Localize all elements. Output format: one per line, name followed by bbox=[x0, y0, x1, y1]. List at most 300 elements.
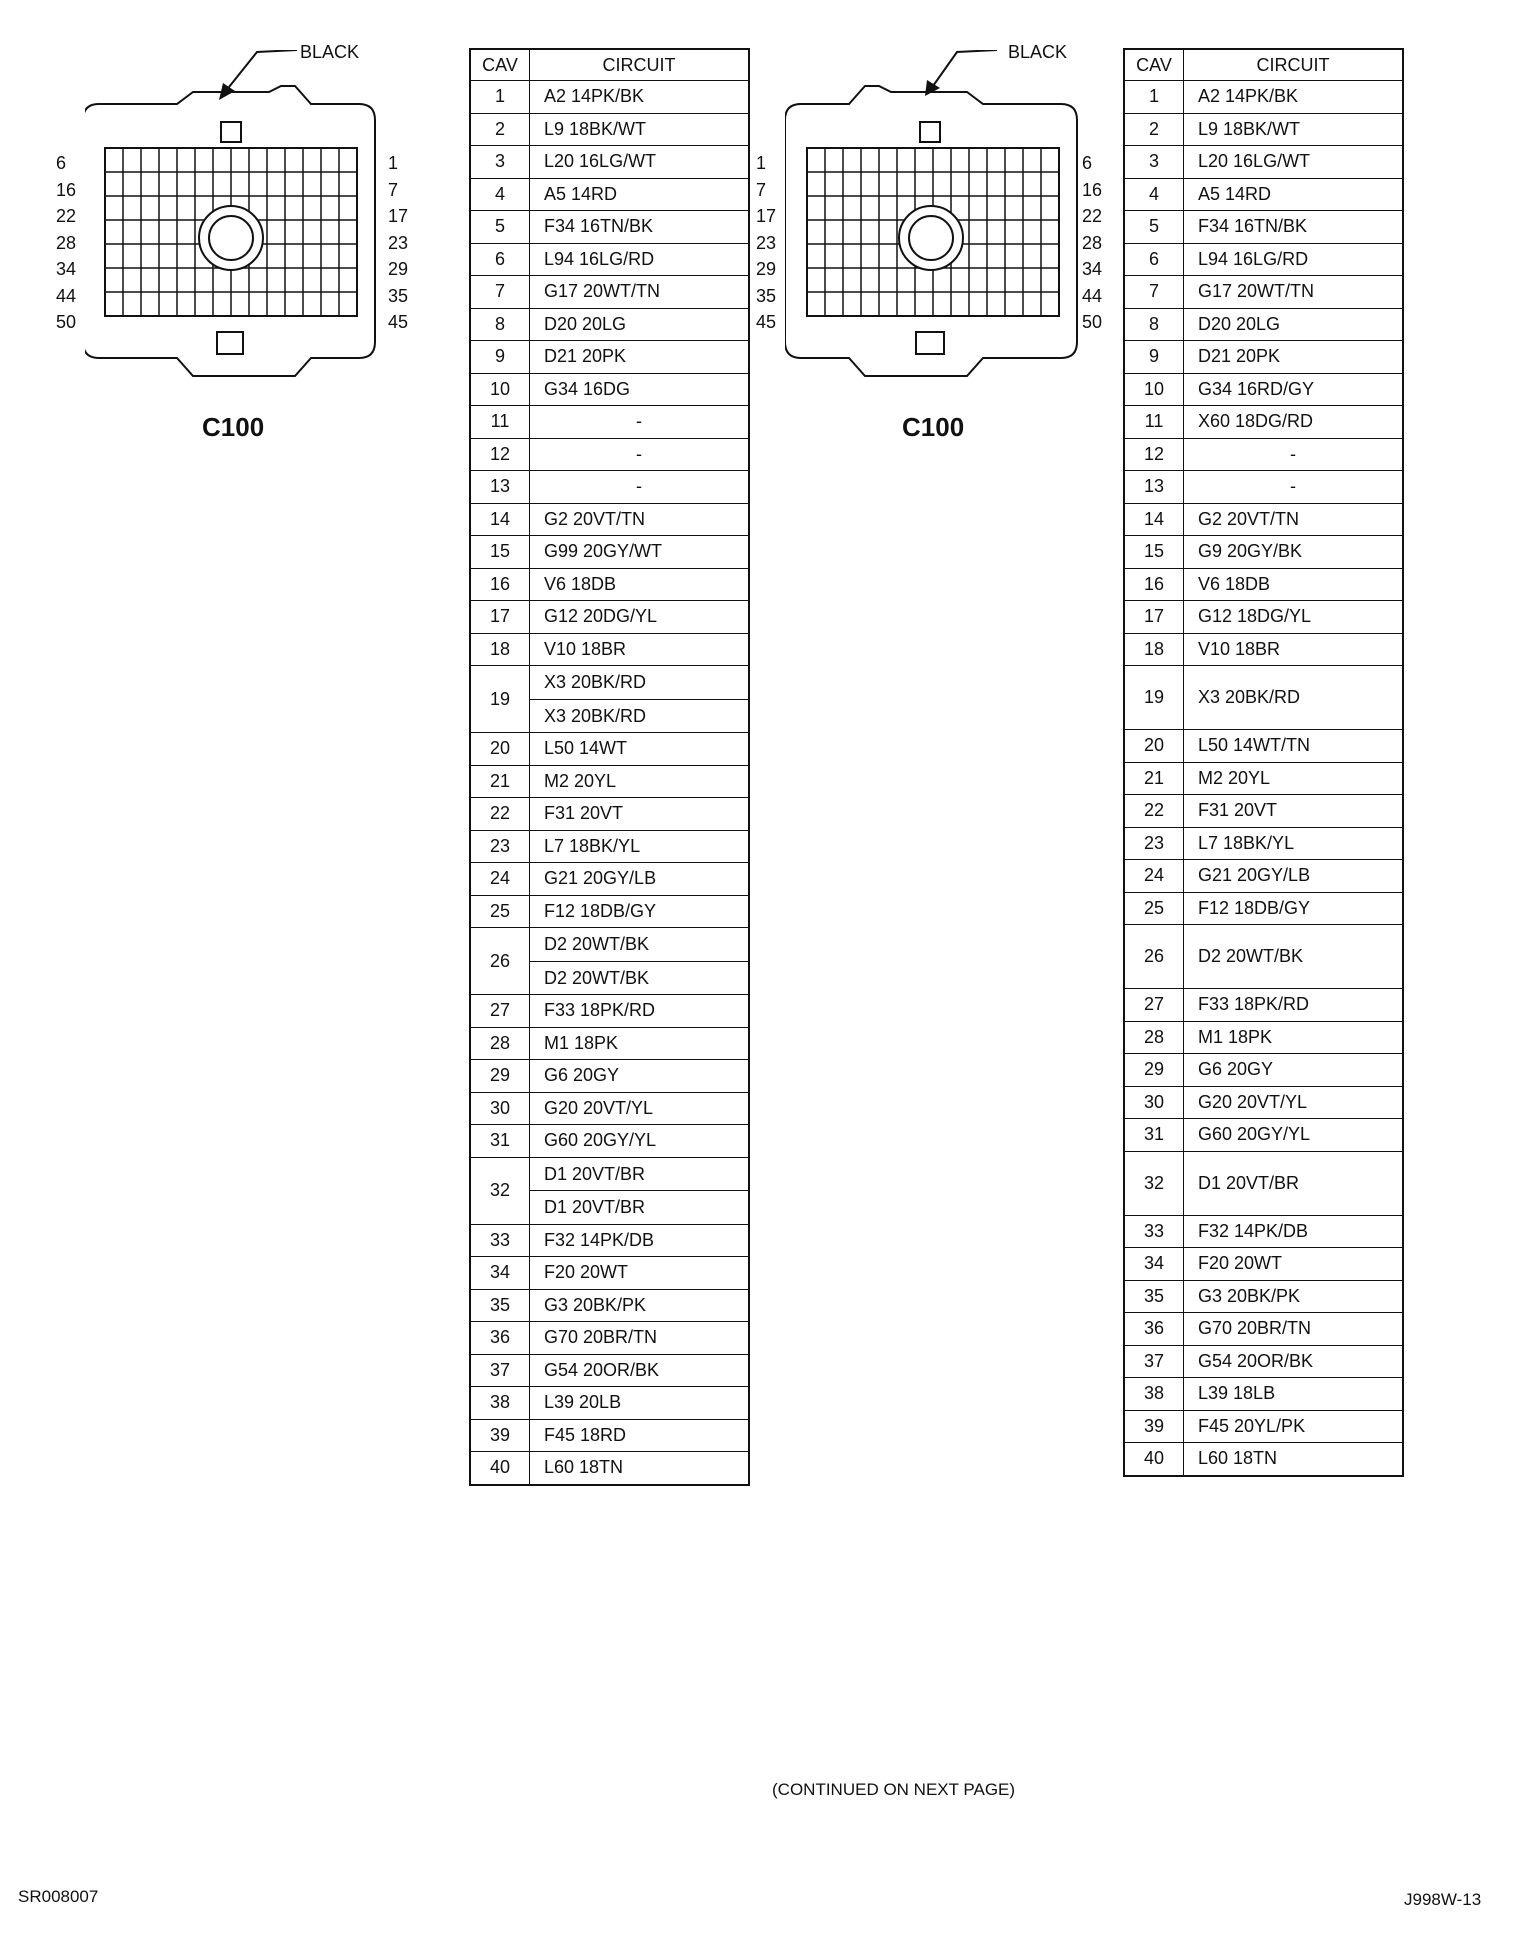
table-row bbox=[470, 178, 749, 211]
cav-number: 31 bbox=[470, 1125, 530, 1158]
pin-number-label: 29 bbox=[756, 259, 777, 279]
pin-number-label: 7 bbox=[756, 179, 767, 200]
table-row bbox=[470, 471, 749, 504]
left-connector-name: C100 bbox=[202, 412, 265, 442]
table-row bbox=[1124, 1248, 1403, 1281]
table-row bbox=[1124, 601, 1403, 634]
cav-number: 18 bbox=[470, 633, 530, 666]
right-connector-name: C100 bbox=[902, 412, 965, 442]
right-bottom-key bbox=[916, 332, 944, 354]
table-header-row bbox=[1124, 49, 1403, 81]
cav-number: 35 bbox=[1124, 1280, 1184, 1313]
cav-header: CAV bbox=[1124, 49, 1184, 81]
circuit-code: L60 18TN bbox=[1184, 1443, 1404, 1476]
pin-number-label: 6 bbox=[56, 153, 67, 173]
circuit-code: L7 18BK/YL bbox=[1184, 827, 1404, 860]
circuit-code: G34 16RD/GY bbox=[1184, 373, 1404, 406]
circuit-code: G70 20BR/TN bbox=[530, 1322, 750, 1355]
cav-number: 1 bbox=[470, 81, 530, 114]
continued-note: (CONTINUED ON NEXT PAGE) bbox=[772, 1780, 1016, 1799]
pin-number-label: 29 bbox=[388, 259, 409, 279]
cav-number: 34 bbox=[470, 1257, 530, 1290]
circuit-code: G3 20BK/PK bbox=[1184, 1280, 1404, 1313]
circuit-code: D1 20VT/BR bbox=[544, 1163, 646, 1184]
cav-number: 1 bbox=[1124, 81, 1184, 114]
circuit-code: L20 16LG/WT bbox=[530, 146, 750, 179]
cav-number: 35 bbox=[470, 1289, 530, 1322]
cav-number: 36 bbox=[1124, 1313, 1184, 1346]
table-row bbox=[470, 733, 749, 766]
table-row bbox=[470, 568, 749, 601]
circuit-code: F31 20VT bbox=[530, 798, 750, 831]
table-row bbox=[1124, 1280, 1403, 1313]
circuit-code: A5 14RD bbox=[530, 178, 750, 211]
circuit-code: L39 20LB bbox=[530, 1387, 750, 1420]
cav-number: 33 bbox=[470, 1224, 530, 1257]
circuit-code: G99 20GY/WT bbox=[530, 536, 750, 569]
pin-number-label: 17 bbox=[756, 206, 777, 226]
circuit-code: G17 20WT/TN bbox=[530, 276, 750, 309]
circuit-code: G9 20GY/BK bbox=[1184, 536, 1404, 569]
table-row bbox=[470, 1322, 749, 1355]
cav-number: 26 bbox=[470, 928, 530, 995]
table-row bbox=[470, 1452, 749, 1485]
circuit-code: F33 18PK/RD bbox=[530, 995, 750, 1028]
table-row bbox=[1124, 762, 1403, 795]
table-row bbox=[1124, 1054, 1403, 1087]
right-color-label: BLACK bbox=[1008, 42, 1068, 62]
circuit-code: L50 14WT bbox=[530, 733, 750, 766]
table-row bbox=[1124, 925, 1403, 989]
left-figure-code: SR008007 bbox=[18, 1887, 99, 1906]
table-header-row bbox=[470, 49, 749, 81]
circuit-code: G12 18DG/YL bbox=[1184, 601, 1404, 634]
cav-number: 2 bbox=[470, 113, 530, 146]
left-cavity-table bbox=[469, 48, 750, 1486]
circuit-code: A2 14PK/BK bbox=[1184, 81, 1404, 114]
circuit-code: - bbox=[530, 471, 750, 504]
cav-number: 29 bbox=[470, 1060, 530, 1093]
table-row bbox=[1124, 406, 1403, 439]
left-pin-numbers-left bbox=[56, 150, 76, 336]
cav-number: 24 bbox=[470, 863, 530, 896]
table-row bbox=[1124, 146, 1403, 179]
pin-number-label: 17 bbox=[388, 206, 409, 226]
table-row bbox=[470, 830, 749, 863]
cav-number: 16 bbox=[470, 568, 530, 601]
pin-number-label: 22 bbox=[1082, 206, 1103, 226]
cav-number: 28 bbox=[470, 1027, 530, 1060]
right-top-key bbox=[920, 122, 940, 142]
table-row bbox=[1124, 827, 1403, 860]
cav-number: 2 bbox=[1124, 113, 1184, 146]
circuit-code: V10 18BR bbox=[530, 633, 750, 666]
cav-number: 25 bbox=[470, 895, 530, 928]
table-row bbox=[470, 1027, 749, 1060]
circuit-code: D2 20WT/BK bbox=[530, 961, 748, 995]
circuit-code: D1 20VT/BR bbox=[530, 1190, 748, 1224]
circuit-code: G2 20VT/TN bbox=[530, 503, 750, 536]
table-row bbox=[470, 373, 749, 406]
table-row bbox=[470, 895, 749, 928]
table-row bbox=[1124, 243, 1403, 276]
cav-number: 11 bbox=[1124, 406, 1184, 439]
circuit-code: D21 20PK bbox=[1184, 341, 1404, 374]
pin-number-label: 16 bbox=[1082, 179, 1103, 200]
right-connector-diagram bbox=[785, 50, 1085, 400]
pin-number-label: 50 bbox=[1082, 312, 1103, 332]
circuit-code: G20 20VT/YL bbox=[1184, 1086, 1404, 1119]
circuit-code: G21 20GY/LB bbox=[1184, 860, 1404, 893]
table-row bbox=[470, 503, 749, 536]
cav-number: 33 bbox=[1124, 1215, 1184, 1248]
left-pin-numbers-right bbox=[388, 150, 408, 336]
cav-header: CAV bbox=[470, 49, 530, 81]
circuit-code: M2 20YL bbox=[1184, 762, 1404, 795]
circuit-code: X3 20BK/RD bbox=[544, 672, 647, 692]
table-row bbox=[1124, 276, 1403, 309]
table-row bbox=[470, 308, 749, 341]
pin-number-label: 44 bbox=[1082, 285, 1103, 306]
cav-number: 25 bbox=[1124, 892, 1184, 925]
table-row bbox=[470, 1060, 749, 1093]
circuit-code: G54 20OR/BK bbox=[1184, 1345, 1404, 1378]
pin-number-label: 1 bbox=[388, 153, 399, 173]
circuit-code: X3 20BK/RD bbox=[1184, 666, 1404, 730]
cav-number: 22 bbox=[1124, 795, 1184, 828]
table-row bbox=[1124, 1215, 1403, 1248]
cav-number: 32 bbox=[470, 1157, 530, 1224]
circuit-code: D1 20VT/BR bbox=[1184, 1151, 1404, 1215]
pin-number-label: 35 bbox=[388, 285, 409, 306]
cav-number: 7 bbox=[1124, 276, 1184, 309]
cav-number: 30 bbox=[1124, 1086, 1184, 1119]
circuit-cell bbox=[530, 1157, 750, 1224]
pin-number-label: 34 bbox=[56, 259, 77, 279]
circuit-cell bbox=[530, 928, 750, 995]
table-row bbox=[1124, 568, 1403, 601]
cav-number: 32 bbox=[1124, 1151, 1184, 1215]
table-row bbox=[1124, 341, 1403, 374]
circuit-code: G3 20BK/PK bbox=[530, 1289, 750, 1322]
right-pin-numbers-left bbox=[756, 150, 776, 336]
cav-number: 10 bbox=[470, 373, 530, 406]
right-leader-line bbox=[933, 50, 997, 86]
table-row bbox=[470, 1125, 749, 1158]
circuit-code: F32 14PK/DB bbox=[1184, 1215, 1404, 1248]
table-row bbox=[1124, 1086, 1403, 1119]
cav-number: 38 bbox=[1124, 1378, 1184, 1411]
circuit-code: G6 20GY bbox=[1184, 1054, 1404, 1087]
table-row bbox=[470, 243, 749, 276]
circuit-code: D2 20WT/BK bbox=[1184, 925, 1404, 989]
circuit-code: - bbox=[1184, 471, 1404, 504]
cav-number: 15 bbox=[470, 536, 530, 569]
table-row bbox=[470, 113, 749, 146]
circuit-code: L9 18BK/WT bbox=[1184, 113, 1404, 146]
circuit-code: G6 20GY bbox=[530, 1060, 750, 1093]
cav-number: 14 bbox=[470, 503, 530, 536]
circuit-code: G60 20GY/YL bbox=[530, 1125, 750, 1158]
cav-number: 9 bbox=[470, 341, 530, 374]
table-row bbox=[470, 1387, 749, 1420]
pin-number-label: 7 bbox=[388, 179, 399, 200]
table-row bbox=[1124, 1345, 1403, 1378]
circuit-code: - bbox=[1184, 438, 1404, 471]
pin-number-label: 23 bbox=[388, 232, 409, 253]
pin-number-label: 6 bbox=[1082, 153, 1093, 173]
pin-number-label: 28 bbox=[56, 232, 77, 253]
table-row bbox=[470, 1092, 749, 1125]
cav-number: 16 bbox=[1124, 568, 1184, 601]
circuit-code: F45 20YL/PK bbox=[1184, 1410, 1404, 1443]
table-row bbox=[1124, 471, 1403, 504]
circuit-code: G21 20GY/LB bbox=[530, 863, 750, 896]
circuit-code: G20 20VT/YL bbox=[530, 1092, 750, 1125]
table-row bbox=[470, 341, 749, 374]
circuit-code: F45 18RD bbox=[530, 1419, 750, 1452]
table-row bbox=[470, 633, 749, 666]
circuit-code: D20 20LG bbox=[1184, 308, 1404, 341]
cav-number: 4 bbox=[1124, 178, 1184, 211]
circuit-code: L7 18BK/YL bbox=[530, 830, 750, 863]
circuit-header: CIRCUIT bbox=[530, 49, 750, 81]
cav-number: 10 bbox=[1124, 373, 1184, 406]
circuit-code: V6 18DB bbox=[1184, 568, 1404, 601]
table-row bbox=[1124, 795, 1403, 828]
cav-number: 3 bbox=[1124, 146, 1184, 179]
cav-number: 5 bbox=[1124, 211, 1184, 244]
cav-number: 27 bbox=[1124, 989, 1184, 1022]
circuit-code: F33 18PK/RD bbox=[1184, 989, 1404, 1022]
pin-number-label: 28 bbox=[1082, 232, 1103, 253]
circuit-code: G70 20BR/TN bbox=[1184, 1313, 1404, 1346]
circuit-code: L50 14WT/TN bbox=[1184, 730, 1404, 763]
pin-number-label: 22 bbox=[56, 206, 77, 226]
cav-number: 28 bbox=[1124, 1021, 1184, 1054]
cav-number: 6 bbox=[470, 243, 530, 276]
circuit-code: G2 20VT/TN bbox=[1184, 503, 1404, 536]
circuit-code: G12 20DG/YL bbox=[530, 601, 750, 634]
circuit-code: G54 20OR/BK bbox=[530, 1354, 750, 1387]
right-arrow-head bbox=[925, 80, 940, 96]
table-row bbox=[470, 765, 749, 798]
table-row bbox=[470, 81, 749, 114]
circuit-code: F12 18DB/GY bbox=[1184, 892, 1404, 925]
circuit-code: L9 18BK/WT bbox=[530, 113, 750, 146]
table-row bbox=[1124, 730, 1403, 763]
cav-number: 9 bbox=[1124, 341, 1184, 374]
circuit-code: G60 20GY/YL bbox=[1184, 1119, 1404, 1152]
pin-number-label: 45 bbox=[756, 312, 777, 332]
circuit-code: F31 20VT bbox=[1184, 795, 1404, 828]
cav-number: 20 bbox=[470, 733, 530, 766]
table-row bbox=[1124, 1410, 1403, 1443]
cav-number: 21 bbox=[1124, 762, 1184, 795]
cav-number: 19 bbox=[1124, 666, 1184, 730]
table-row bbox=[470, 276, 749, 309]
cav-number: 6 bbox=[1124, 243, 1184, 276]
cav-number: 31 bbox=[1124, 1119, 1184, 1152]
circuit-code: L94 16LG/RD bbox=[1184, 243, 1404, 276]
table-row bbox=[470, 1224, 749, 1257]
pin-number-label: 23 bbox=[756, 232, 777, 253]
circuit-code: - bbox=[530, 438, 750, 471]
cav-number: 11 bbox=[470, 406, 530, 439]
right-pin-numbers-right bbox=[1082, 150, 1102, 336]
left-connector-diagram bbox=[85, 50, 385, 400]
cav-number: 23 bbox=[470, 830, 530, 863]
table-row bbox=[1124, 989, 1403, 1022]
table-row bbox=[1124, 503, 1403, 536]
circuit-code: F12 18DB/GY bbox=[530, 895, 750, 928]
table-row bbox=[470, 211, 749, 244]
circuit-code: L60 18TN bbox=[530, 1452, 750, 1485]
table-row bbox=[1124, 308, 1403, 341]
cav-number: 13 bbox=[470, 471, 530, 504]
circuit-code: G34 16DG bbox=[530, 373, 750, 406]
cav-number: 24 bbox=[1124, 860, 1184, 893]
table-row bbox=[470, 406, 749, 439]
cav-number: 40 bbox=[470, 1452, 530, 1485]
table-row bbox=[470, 863, 749, 896]
table-row bbox=[470, 928, 749, 995]
table-row bbox=[1124, 113, 1403, 146]
table-row bbox=[1124, 892, 1403, 925]
pin-number-label: 45 bbox=[388, 312, 409, 332]
right-cavity-table bbox=[1123, 48, 1404, 1477]
circuit-code: M2 20YL bbox=[530, 765, 750, 798]
table-row bbox=[1124, 81, 1403, 114]
cav-number: 30 bbox=[470, 1092, 530, 1125]
cav-number: 22 bbox=[470, 798, 530, 831]
table-row bbox=[470, 146, 749, 179]
pin-number-label: 44 bbox=[56, 285, 77, 306]
table-row bbox=[1124, 1021, 1403, 1054]
circuit-code: - bbox=[530, 406, 750, 439]
cav-number: 19 bbox=[470, 666, 530, 733]
table-row bbox=[1124, 536, 1403, 569]
circuit-code: D2 20WT/BK bbox=[544, 934, 650, 954]
cav-number: 40 bbox=[1124, 1443, 1184, 1476]
table-row bbox=[470, 666, 749, 733]
circuit-code: V10 18BR bbox=[1184, 633, 1404, 666]
cav-number: 37 bbox=[1124, 1345, 1184, 1378]
cav-number: 17 bbox=[1124, 601, 1184, 634]
table-row bbox=[1124, 633, 1403, 666]
cav-number: 36 bbox=[470, 1322, 530, 1355]
table-row bbox=[1124, 211, 1403, 244]
table-row bbox=[1124, 860, 1403, 893]
pin-number-label: 1 bbox=[756, 153, 767, 173]
table-row bbox=[470, 1419, 749, 1452]
circuit-header: CIRCUIT bbox=[1184, 49, 1404, 81]
circuit-code: X60 18DG/RD bbox=[1184, 406, 1404, 439]
table-row bbox=[470, 536, 749, 569]
pin-number-label: 16 bbox=[56, 179, 77, 200]
cav-number: 4 bbox=[470, 178, 530, 211]
cav-number: 7 bbox=[470, 276, 530, 309]
circuit-code: V6 18DB bbox=[530, 568, 750, 601]
table-row bbox=[1124, 178, 1403, 211]
table-row bbox=[1124, 1443, 1403, 1476]
right-figure-code: J998W-13 bbox=[1404, 1890, 1482, 1909]
circuit-code: L39 18LB bbox=[1184, 1378, 1404, 1411]
circuit-code: L94 16LG/RD bbox=[530, 243, 750, 276]
table-row bbox=[1124, 666, 1403, 730]
cav-number: 29 bbox=[1124, 1054, 1184, 1087]
table-row bbox=[470, 1354, 749, 1387]
circuit-cell bbox=[530, 666, 750, 733]
pin-number-label: 34 bbox=[1082, 259, 1103, 279]
pin-number-label: 50 bbox=[56, 312, 77, 332]
table-row bbox=[470, 1289, 749, 1322]
circuit-code: A5 14RD bbox=[1184, 178, 1404, 211]
cav-number: 23 bbox=[1124, 827, 1184, 860]
left-top-key bbox=[221, 122, 241, 142]
circuit-code: F34 16TN/BK bbox=[530, 211, 750, 244]
cav-number: 13 bbox=[1124, 471, 1184, 504]
table-row bbox=[1124, 1378, 1403, 1411]
table-row bbox=[470, 438, 749, 471]
cav-number: 39 bbox=[470, 1419, 530, 1452]
table-row bbox=[470, 601, 749, 634]
cav-number: 39 bbox=[1124, 1410, 1184, 1443]
cav-number: 12 bbox=[470, 438, 530, 471]
circuit-code: G17 20WT/TN bbox=[1184, 276, 1404, 309]
cav-number: 8 bbox=[470, 308, 530, 341]
circuit-code: M1 18PK bbox=[530, 1027, 750, 1060]
cav-number: 18 bbox=[1124, 633, 1184, 666]
cav-number: 21 bbox=[470, 765, 530, 798]
cav-number: 27 bbox=[470, 995, 530, 1028]
circuit-code: F20 20WT bbox=[530, 1257, 750, 1290]
circuit-code: F20 20WT bbox=[1184, 1248, 1404, 1281]
circuit-code: L20 16LG/WT bbox=[1184, 146, 1404, 179]
cav-number: 26 bbox=[1124, 925, 1184, 989]
table-row bbox=[470, 798, 749, 831]
left-color-label: BLACK bbox=[300, 42, 360, 62]
table-row bbox=[470, 995, 749, 1028]
cav-number: 37 bbox=[470, 1354, 530, 1387]
table-row bbox=[1124, 1151, 1403, 1215]
circuit-code: D21 20PK bbox=[530, 341, 750, 374]
circuit-code: X3 20BK/RD bbox=[530, 699, 748, 733]
cav-number: 8 bbox=[1124, 308, 1184, 341]
circuit-code: F32 14PK/DB bbox=[530, 1224, 750, 1257]
cav-number: 34 bbox=[1124, 1248, 1184, 1281]
table-row bbox=[470, 1257, 749, 1290]
table-row bbox=[470, 1157, 749, 1224]
circuit-code: F34 16TN/BK bbox=[1184, 211, 1404, 244]
table-row bbox=[1124, 1313, 1403, 1346]
circuit-code: M1 18PK bbox=[1184, 1021, 1404, 1054]
cav-number: 3 bbox=[470, 146, 530, 179]
left-bottom-key bbox=[217, 332, 243, 354]
cav-number: 14 bbox=[1124, 503, 1184, 536]
pin-number-label: 35 bbox=[756, 285, 777, 306]
cav-number: 38 bbox=[470, 1387, 530, 1420]
cav-number: 17 bbox=[470, 601, 530, 634]
cav-number: 12 bbox=[1124, 438, 1184, 471]
cav-number: 20 bbox=[1124, 730, 1184, 763]
circuit-code: A2 14PK/BK bbox=[530, 81, 750, 114]
table-row bbox=[1124, 373, 1403, 406]
cav-number: 5 bbox=[470, 211, 530, 244]
cav-number: 15 bbox=[1124, 536, 1184, 569]
circuit-code: D20 20LG bbox=[530, 308, 750, 341]
table-row bbox=[1124, 1119, 1403, 1152]
